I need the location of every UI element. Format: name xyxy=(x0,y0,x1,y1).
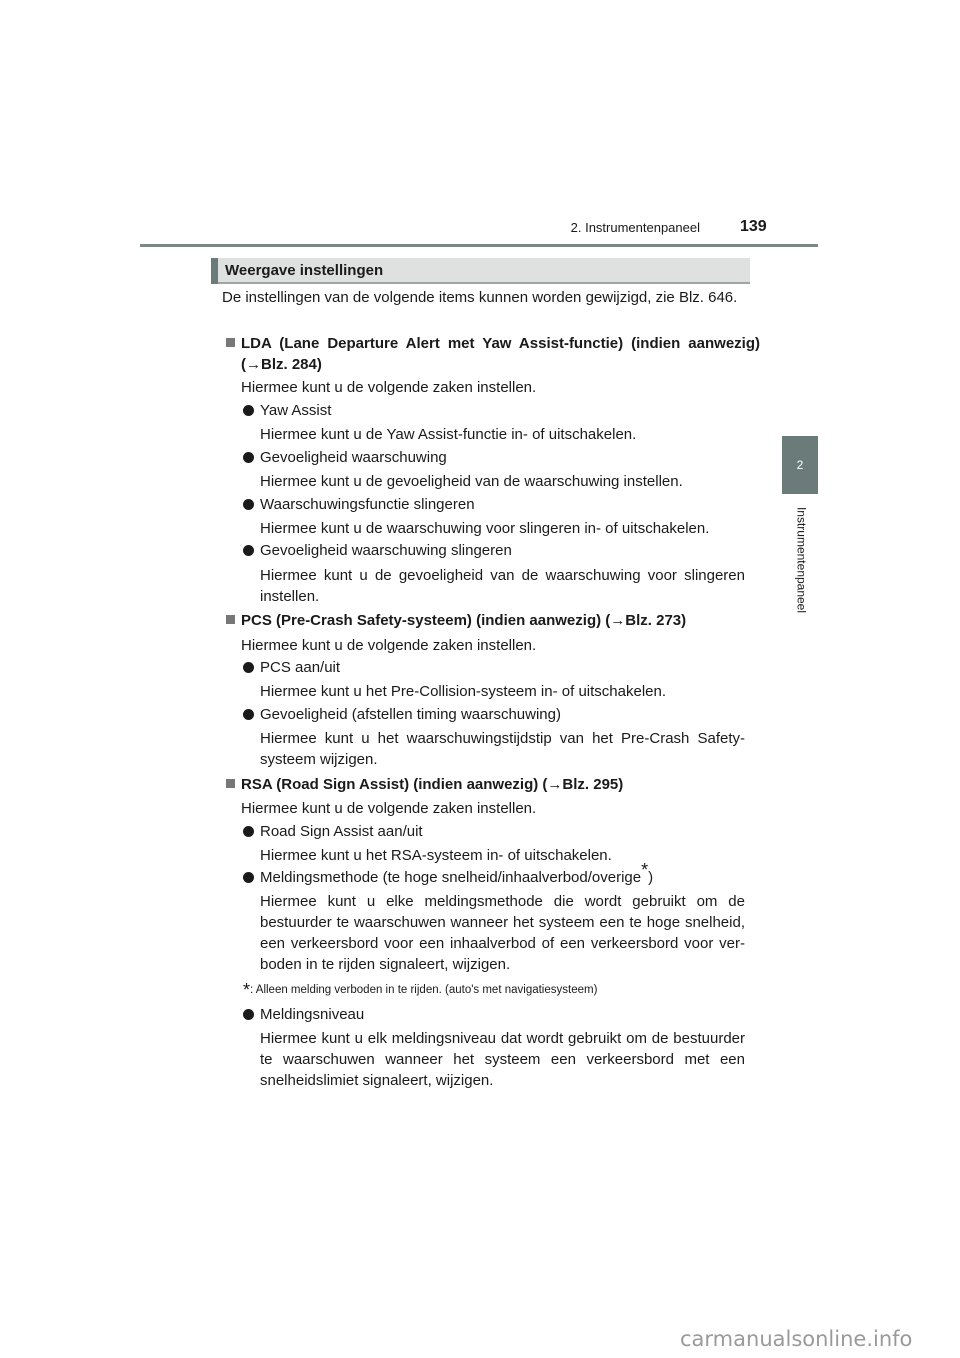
item-desc: Hiermee kunt u elk meldingsniveau dat wordt gebruikt om de bestuurder te waarschuwen wanneer het systeem een verkeersbord met een snelheidslimiet signaleert, wijzigen. xyxy=(260,1030,745,1089)
list-item: Gevoeligheid waarschuwing slingeren xyxy=(243,540,745,561)
lda-title: LDA (Lane Departure Alert met Yaw Assist-functie) (indien aanwezig) (→Blz. 284) xyxy=(241,335,760,373)
list-item: Meldingsniveau xyxy=(243,1004,745,1025)
chapter-tab-label: Instrumentenpaneel xyxy=(794,506,809,614)
list-item: Yaw Assist xyxy=(243,400,745,421)
list-item: Gevoeligheid (afstellen timing waarschuwing) xyxy=(243,704,745,725)
rsa-title: RSA (Road Sign Assist) (indien aanwezig) (→Blz. 295) xyxy=(241,776,624,793)
bullet-icon xyxy=(243,499,254,510)
page-number: 139 xyxy=(740,218,767,235)
intro-text: De instellingen van de volgende items kunnen worden gewijzigd, zie Blz. 646. xyxy=(222,289,738,306)
bullet-icon xyxy=(243,709,254,720)
bullet-icon xyxy=(243,452,254,463)
pcs-title: PCS (Pre-Crash Safety-systeem) (indien aanwezig) (→Blz. 273) xyxy=(241,612,687,629)
item-desc: Hiermee kunt u elke meldingsmethode die wordt gebruikt om de bestuurder te waarschuwen wanneer het systeem een te hoge snelheid, een verkeersbord voor een inhaalverbod of een verkeersbord voor ver-boden in te rijden signaleert, wijzigen. xyxy=(260,893,745,973)
bullet-icon xyxy=(243,826,254,837)
list-item: Gevoeligheid waarschuwing xyxy=(243,447,745,468)
section-title-bar xyxy=(211,258,750,284)
section-title: Weergave instellingen xyxy=(225,262,384,279)
list-item: Waarschuwingsfunctie slingeren xyxy=(243,494,745,515)
lda-heading xyxy=(226,333,760,375)
bullet-icon xyxy=(243,1009,254,1020)
pcs-lead: Hiermee kunt u de volgende zaken instellen. xyxy=(241,637,537,654)
rsa-heading xyxy=(226,774,745,795)
item-desc: Hiermee kunt u het RSA-systeem in- of uitschakelen. xyxy=(260,847,612,864)
footnote: *: Alleen melding verboden in te rijden. (auto's met navigatiesysteem) xyxy=(243,980,598,1000)
list-item: Meldingsmethode (te hoge snelheid/inhaalverbod/overige*) xyxy=(243,867,745,888)
bullet-icon xyxy=(243,872,254,883)
item-desc: Hiermee kunt u het Pre-Collision-systeem in- of uitschakelen. xyxy=(260,683,667,700)
list-item: PCS aan/uit xyxy=(243,657,745,678)
item-desc: Hiermee kunt u de gevoeligheid van de waarschuwing voor slingeren instellen. xyxy=(260,567,745,605)
item-desc: Hiermee kunt u de waarschuwing voor slingeren in- of uitschakelen. xyxy=(260,520,710,537)
lda-lead: Hiermee kunt u de volgende zaken instellen. xyxy=(241,379,537,396)
item-desc: Hiermee kunt u de gevoeligheid van de waarschuwing instellen. xyxy=(260,473,683,490)
chapter-tab: 2 xyxy=(782,436,818,494)
bullet-icon xyxy=(243,662,254,673)
bullet-icon xyxy=(243,405,254,416)
bullet-icon xyxy=(243,545,254,556)
item-desc: Hiermee kunt u de Yaw Assist-functie in- of uitschakelen. xyxy=(260,426,637,443)
header-section: 2. Instrumentenpaneel xyxy=(570,220,700,235)
item-desc: Hiermee kunt u het waarschuwingstijdstip van het Pre-Crash Safety-systeem wijzigen. xyxy=(260,730,745,768)
watermark: carmanualsonline.info xyxy=(680,1327,913,1351)
list-item: Road Sign Assist aan/uit xyxy=(243,821,745,842)
pcs-heading xyxy=(226,610,745,631)
rsa-lead: Hiermee kunt u de volgende zaken instellen. xyxy=(241,800,537,817)
header-rule xyxy=(140,244,818,247)
